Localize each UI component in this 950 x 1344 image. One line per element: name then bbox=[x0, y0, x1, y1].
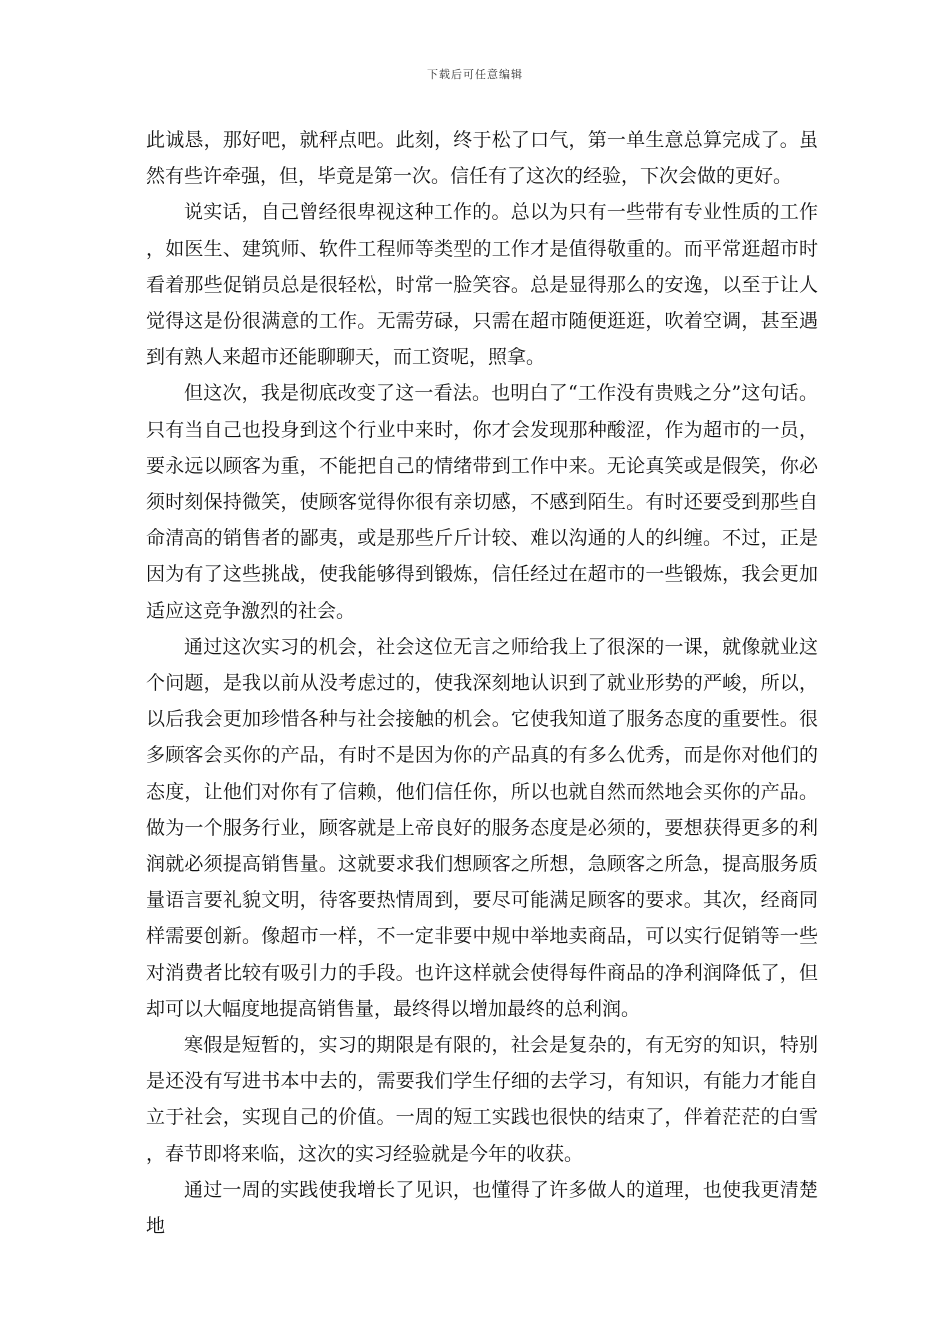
paragraph-5: 寒假是短暂的，实习的期限是有限的，社会是复杂的，有无穷的知识，特别是还没有写进书本中去的，需要我们学生仔细的去学习，有知识，有能力才能自立于社会，实现自己的价值。一周的短工实践也很快的结束了，伴着茫茫的白雪，春节即将来临，这次的实习经验就是今年的收获。 bbox=[146, 1034, 818, 1165]
document-body bbox=[146, 122, 818, 1244]
paragraph-2: 说实话，自己曾经很卑视这种工作的。总以为只有一些带有专业性质的工作，如医生、建筑师、软件工程师等类型的工作才是值得敬重的。而平常逛超市时看着那些促销员总是很轻松，时常一脸笑容。总是显得那么的安逸，以至于让人觉得这是份很满意的工作。无需劳碌，只需在超市随便逛逛，吹着空调，甚至遇到有熟人来超市还能聊聊天，而工资呢，照拿。 bbox=[146, 201, 818, 369]
paragraph-6: 通过一周的实践使我增长了见识，也懂得了许多做人的道理，也使我更清楚地 bbox=[146, 1178, 818, 1238]
paragraph-3: 但这次，我是彻底改变了这一看法。也明白了“工作没有贵贱之分”这句话。只有当自己也投身到这个行业中来时，你才会发现那种酸涩，作为超市的一员，要永远以顾客为重，不能把自己的情绪带到工作中来。无论真笑或是假笑，你必须时刻保持微笑，使顾客觉得你很有亲切感，不感到陌生。有时还要受到那些自命清高的销售者的鄙夷，或是那些斤斤计较、难以沟通的人的纠缠。不过，正是因为有了这些挑战，使我能够得到锻炼，信任经过在超市的一些锻炼，我会更加适应这竞争激烈的社会。 bbox=[146, 382, 818, 622]
page-header: 下载后可任意编辑 bbox=[427, 68, 523, 81]
paragraph-4: 通过这次实习的机会，社会这位无言之师给我上了很深的一课，就像就业这个问题，是我以前从没考虑过的，使我深刻地认识到了就业形势的严峻，所以，以后我会更加珍惜各种与社会接触的机会。它使我知道了服务态度的重要性。很多顾客会买你的产品，有时不是因为你的产品真的有多么优秀，而是你对他们的态度，让他们对你有了信赖，他们信任你，所以也就自然而然地会买你的产品。做为一个服务行业，顾客就是上帝良好的服务态度是必须的，要想获得更多的利润就必须提高销售量。这就要求我们想顾客之所想，急顾客之所急，提高服务质量语言要礼貌文明，待客要热情周到，要尽可能满足顾客的要求。其次，经商同样需要创新。像超市一样，不一定非要中规中举地卖商品，可以实行促销等一些对消费者比较有吸引力的手段。也许这样就会使得每件商品的净利润降低了，但却可以大幅度地提高销售量，最终得以增加最终的总利润。 bbox=[146, 635, 818, 1020]
paragraph-1: 此诚恳，那好吧，就秤点吧。此刻，终于松了口气，第一单生意总算完成了。虽然有些许牵强，但，毕竟是第一次。信任有了这次的经验，下次会做的更好。 bbox=[146, 129, 818, 188]
